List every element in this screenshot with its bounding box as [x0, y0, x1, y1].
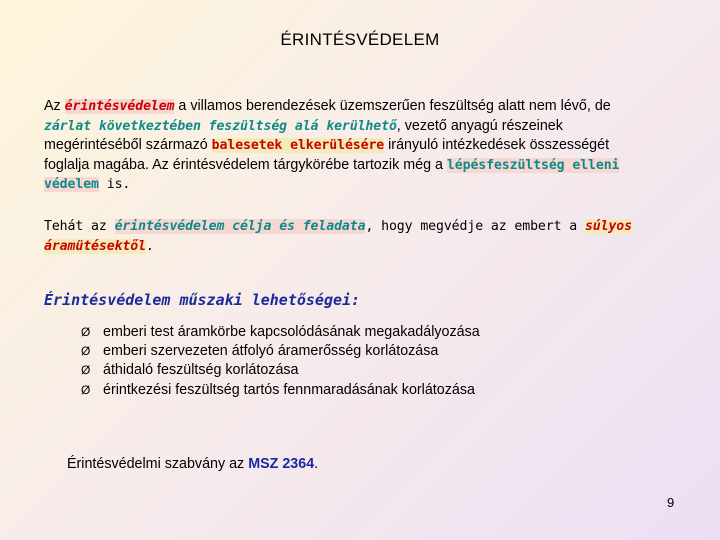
definition-paragraph	[44, 97, 644, 195]
list-item-text: emberi test áramkörbe kapcsolódásának megakadályozása	[103, 324, 480, 340]
term-zarlat: zárlat következtében feszültség alá kerülhető	[44, 118, 397, 134]
page-title: ÉRINTÉSVÉDELEM	[280, 30, 440, 49]
arrow-bullet-icon: Ø	[81, 325, 91, 339]
section-heading: Érintésvédelem műszaki lehetőségei:	[44, 291, 361, 309]
list-item	[81, 381, 480, 400]
list-item	[81, 342, 480, 361]
standard-note	[67, 456, 318, 472]
text-run: .	[145, 238, 154, 254]
text-run: irányuló intézkedések összességét foglalja magába. Az érintésvédelem tárgykörébe tartozik még a	[44, 137, 610, 173]
text-run: Érintésvédelmi szabvány az	[67, 456, 249, 472]
text-run: , vezető anyagú részeinek megérintéséből származó	[44, 117, 563, 154]
purpose-paragraph	[44, 217, 644, 256]
arrow-bullet-icon: Ø	[81, 363, 91, 378]
term-sulyos-aramutes: súlyos áramütésektől	[44, 219, 632, 254]
list-item	[81, 323, 480, 342]
standard-code: MSZ 2364	[248, 456, 315, 472]
text-run: , hogy megvédje az embert a	[365, 219, 585, 234]
text-run: is.	[98, 177, 131, 193]
arrow-bullet-icon: Ø	[81, 344, 91, 359]
list-item-text: áthidaló feszültség korlátozása	[103, 362, 299, 379]
list-item	[81, 361, 480, 380]
text-run: Tehát az	[44, 219, 115, 234]
term-lepesfeszultseg: lépésfeszültség elleni védelem	[44, 157, 620, 193]
text-run: a villamos berendezések üzemszerűen feszültség alatt nem lévő, de	[174, 98, 611, 114]
bullet-list	[81, 323, 480, 400]
list-item-text: érintkezési feszültség tartós fennmaradásának korlátozása	[103, 381, 475, 398]
text-run: .	[314, 456, 319, 472]
page-number: 9	[667, 495, 675, 510]
list-item-text: emberi szervezeten átfolyó áramerősség korlátozása	[103, 343, 439, 360]
term-celja-feladata: érintésvédelem célja és feladata	[114, 219, 366, 234]
term-erintesvedelem: érintésvédelem	[64, 99, 175, 114]
text-run: Az	[44, 98, 65, 114]
term-balesetek: balesetek elkerülésére	[211, 138, 385, 154]
arrow-bullet-icon: Ø	[81, 382, 91, 397]
